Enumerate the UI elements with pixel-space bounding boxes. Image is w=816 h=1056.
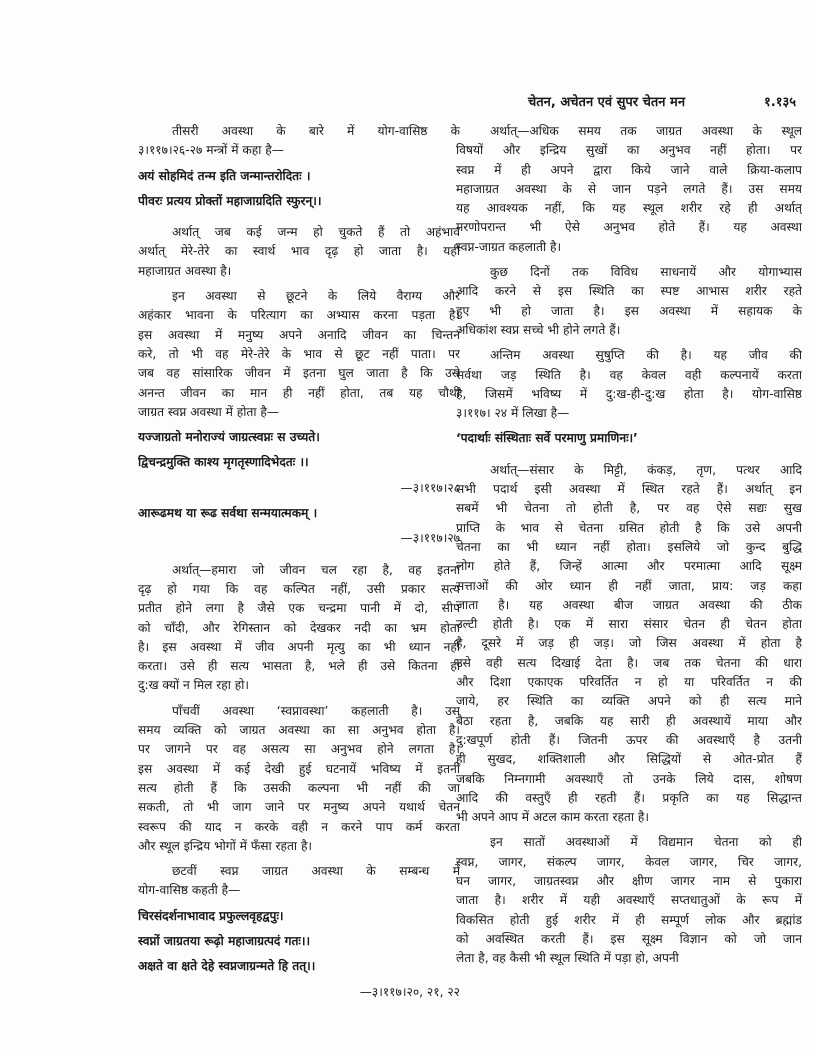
sanskrit-verse [138,957,460,976]
text-line: यह आवश्यक नहीं, कि यह स्थूल शरीर रहे ही अर्थात् [456,201,802,216]
text-line: कुछ दिनों तक विविध साधनायें और योगाभ्यास [490,265,802,280]
sanskrit-verse [138,504,460,523]
paragraph [456,340,802,423]
text-line: जब वह सांसारिक जीवन में इतना घुल जाता है कि उसे [138,366,460,381]
paragraph [138,555,460,696]
text-line: स्वप्न में ही अपने द्वारा किये जाने वाले क्रिया-कलाप [456,162,802,177]
text-line: तीसरी अवस्था के बारे में योग-वासिष्ठ के [172,124,460,138]
text-line: मरणोपरान्त भी ऐसे अनुभव होते हैं। यह अवस्था [456,220,802,235]
paragraph [138,696,460,856]
text-line: —३।११७।२७ [400,531,460,546]
sanskrit-verse [138,428,460,473]
text-line: घन जागर, जाग्रतस्वप्न और क्षीण जागर नाम से पुकारा [456,873,802,888]
text-line: लेता है, वह कैसी भी स्थूल स्थिति में पड़ा हो, अपनी [456,951,679,966]
sanskrit-verse [456,429,802,448]
text-line: सभी पदार्थ इसी अवस्था में स्थित रहते हैं। अर्थात् इन [456,482,802,497]
text-line: अर्थात् जब कई जन्म हो चुकते हैं तो अहंभाव [172,225,460,240]
text-line: को चाँदी, और रेगिस्तान को देखकर नदी का भ्रम होता [138,620,460,635]
text-line: इन अवस्था से छूटने के लिये वैराग्य और [172,289,460,304]
text-line: महाजाग्रत अवस्था के से जान पड़ने लगते हैं। उस समय [456,181,802,196]
text-line: पीवरः प्रत्यय प्रोक्तों महाजाग्रदिति स्फुरन्।। [138,193,322,208]
text-line: दृढ़ हो गया कि वह कल्पित नहीं, उसी प्रकार सत्य [138,581,460,596]
verse-reference [138,983,460,1002]
text-line: भी अपने आप में अटल काम करता रहता है। [456,810,650,825]
verse-reference [138,479,460,498]
paragraph [456,257,802,340]
paragraph [138,856,460,901]
text-line: जबकि निम्नगामी अवस्थाएँ तो उनके लिये दास, शोषण [456,771,802,786]
text-line: दु:खपूर्ण होती हैं। जितनी ऊपर की अवस्थाएँ है उतनी [456,732,802,747]
text-line: है। इस अवस्था में जीव अपनी मृत्यु का भी ध्यान नहीं [138,639,460,654]
text-line: आदि करने से इस स्थिति का स्पष्ट आभास शरीर रहते [456,284,802,299]
text-line: बैठा रहता है, जबकि यह सारी ही अवस्थायें माया और [456,713,802,728]
text-line: यज्जाग्रतो मनोराज्यं जाग्रत्स्वप्नः स उच्यते। [138,430,320,445]
text-line: विकसित होती हुई शरीर में ही सम्पूर्ण लोक और ब्रह्मांड [456,912,802,927]
text-line: हुए भी हो जाता है। इस अवस्था में सहायक के [456,303,802,318]
paragraph [138,281,460,422]
text-line: छटवीं स्वप्न जाग्रत अवस्था के सम्बन्ध में [172,864,460,879]
text-line: स्वप्न-जाग्रत कहलाती है। [456,239,562,254]
paragraph [456,455,802,828]
text-line: करता। उसे ही सत्य भासता है, भले ही उसे कितना ही [138,659,460,674]
text-line: जाये, हर स्थिति का व्यक्ति अपने को ही सत्य माने [456,694,802,709]
text-line: जाग्रत स्वप्न अवस्था में होता है— [138,404,280,419]
running-header [528,92,796,110]
text-line: ही सुखद, शक्तिशाली और सिद्धियों से ओत-प्रोत हैं [456,752,802,767]
text-line: इस अवस्था में कई देखी हुई घटनायें भविष्य में इतनी [138,761,460,776]
text-line: स्वरूप की याद न करके वही न करने पाप कर्म करता [138,819,460,834]
text-line: करे, तो भी वह मेरे-तेरे के भाव से छूट नहीं पाता। पर [138,346,460,361]
text-line: —३।११७।२८ [400,480,460,495]
text-line: अधिकांश स्वप्न सच्चे भी होने लगते हैं। [456,322,621,337]
text-line: स्वप्न, जागर, संकल्प जागर, केवल जागर, चिर जागर, [456,854,802,869]
text-line: ‘पदार्थाः संस्थिताः सर्वे परमाणु प्रमाणिनः।’ [456,431,638,446]
text-line: अन्तिम अवस्था सुषुप्ति की है। यह जीव की [490,348,802,363]
sanskrit-verse [138,167,460,186]
text-line: जाता है। यह अवस्था बीज जाग्रत अवस्था की ठीक [456,597,802,612]
text-line: उल्टी होती है। एक में सारा संसार चेतन ही चेतन होता [456,617,802,632]
text-line: जाता है। शरीर में यही अवस्थाएँ सप्तधातुओं के रूप में [456,893,802,908]
text-line: को अवस्थित करती हैं। इस सूक्ष्म विज्ञान को जो जान [456,931,802,946]
text-line: सत्ताओं की ओर ध्यान ही नहीं जाता, प्राय: जड़ कहा [456,578,802,593]
verse-reference [138,529,460,548]
text-line: चिरसंदर्शनाभावाद प्रफुल्लवृहद्वपुः। [138,908,284,923]
sanskrit-verse [138,932,460,951]
text-line: प्रतीत होने लगा है जैसे एक चन्द्रमा पानी में दो, सीप [138,601,460,616]
text-line: अर्थात् मेरे-तेरे का स्वार्थ भाव दृढ़ हो जाता है। यही [138,244,460,259]
right-column [456,122,802,968]
text-line: उसे वही सत्य दिखाई देता है। जब तक चेतना की धारा [456,655,802,670]
paragraph [138,122,460,161]
text-line: अर्थात्—अधिक समय तक जाग्रत अवस्था के स्थूल [490,124,802,138]
sanskrit-verse [138,907,460,926]
sanskrit-verse [138,192,460,211]
text-line: चेतना का भी ध्यान नहीं होता। इसलिये जो कुन्द बुद्धि [456,539,802,554]
text-line: लोग होते हैं, जिन्हें आत्मा और परमात्मा आदि सूक्ष्म [456,559,802,574]
text-line: दु:ख क्यों न मिल रहा हो। [138,678,249,693]
text-line: समय व्यक्ति को जाग्रत अवस्था का सा अनुभव होता है। [138,723,460,738]
text-line: आदि की वस्तुएँ ही रहती हैं। प्रकृति का यह सिद्धान्त [456,790,802,805]
text-line: —३।११७।२०, २१, २२ [359,984,460,999]
text-line: ३।११७। २४ में लिखा है— [456,406,570,421]
text-line: अयं सोहमिदं तन्म इति जन्मान्तरोदितः । [138,168,311,183]
text-line: सत्य होती हैं कि उसकी कल्पना भी नहीं की जा [138,780,460,795]
text-line: अहंकार भावना के परित्याग का अभ्यास करना पड़ता है। [138,308,460,323]
text-line: है, जिसमें भविष्य में दु:ख-ही-दु:ख होता है। योग-वासिष्ठ [456,386,802,401]
text-line: अक्षते वा क्षते देहे स्वप्नजाग्रन्मते हि तत्।। [138,959,316,974]
left-column [138,122,460,1008]
text-line: महाजाग्रत अवस्था है। [138,263,232,278]
text-line: और दिशा एकाएक परिवर्तित न हो या परिवर्तित न की [456,675,802,690]
text-line: प्राप्ति के भाव से चेतना ग्रसित होती है कि उसे अपनी [456,520,802,535]
text-line: स्वप्नों जाग्रतया रूढ़ो महाजाग्रत्पदं गतः।। [138,933,311,948]
text-line: पर जागने पर वह असत्य सा अनुभव होने लगता है। [138,742,460,757]
text-line: द्विचन्द्रमुक्ति काश्य मृगतृस्णादिभेदतः ।। [138,455,309,470]
text-line: योग-वासिष्ठ कहती है— [138,883,241,898]
text-line: अर्थात्—संसार के मिट्टी, कंकड़, तृण, पत्थर आदि [490,462,802,477]
text-line: और स्थूल इन्द्रिय भोगों में फँसा रहता है। [138,838,313,853]
text-line: अनन्त जीवन का मान ही नहीं होता, तब यह चौथी [138,385,460,400]
paragraph [456,122,802,257]
page-number: १.१३५ [764,95,796,110]
text-line: अर्थात्—हमारा जो जीवन चल रहा है, वह इतना [172,562,460,577]
text-line: इन सातों अवस्थाओं में विद्यमान चेतना को ही [490,835,802,850]
running-title: चेतन, अचेतन एवं सुपर चेतन मन [528,95,686,110]
text-line: आरूढमथ या रूढ सर्वथा सन्मयात्मकम् । [138,506,318,521]
text-line: इस अवस्था में मनुष्य अपने अनादि जीवन का चिन्तन [138,327,460,342]
paragraph [456,827,802,968]
text-line: सर्वथा जड़ स्थिति है। वह केवल वही कल्पनायें करता [456,367,802,382]
text-line: सबमें भी चेतना तो होती है, पर वह ऐसे सद्यः सुख [456,501,802,516]
paragraph [138,217,460,281]
text-line: ३।११७।२६-२७ मन्त्रों में कहा है— [138,143,284,158]
text-line: सकती, तो भी जाग जाने पर मनुष्य अपने यथार्थ चेतन [138,800,460,815]
text-line: पाँचवीं अवस्था ‘स्वप्नावस्था’ कहलाती है। उस [172,703,460,718]
text-line: विषयों और इन्द्रिय सुखों का अनुभव नहीं होता। पर [456,143,802,158]
text-line: है, दूसरे में जड़ ही जड़। जो जिस अवस्था में होता है [456,636,802,651]
